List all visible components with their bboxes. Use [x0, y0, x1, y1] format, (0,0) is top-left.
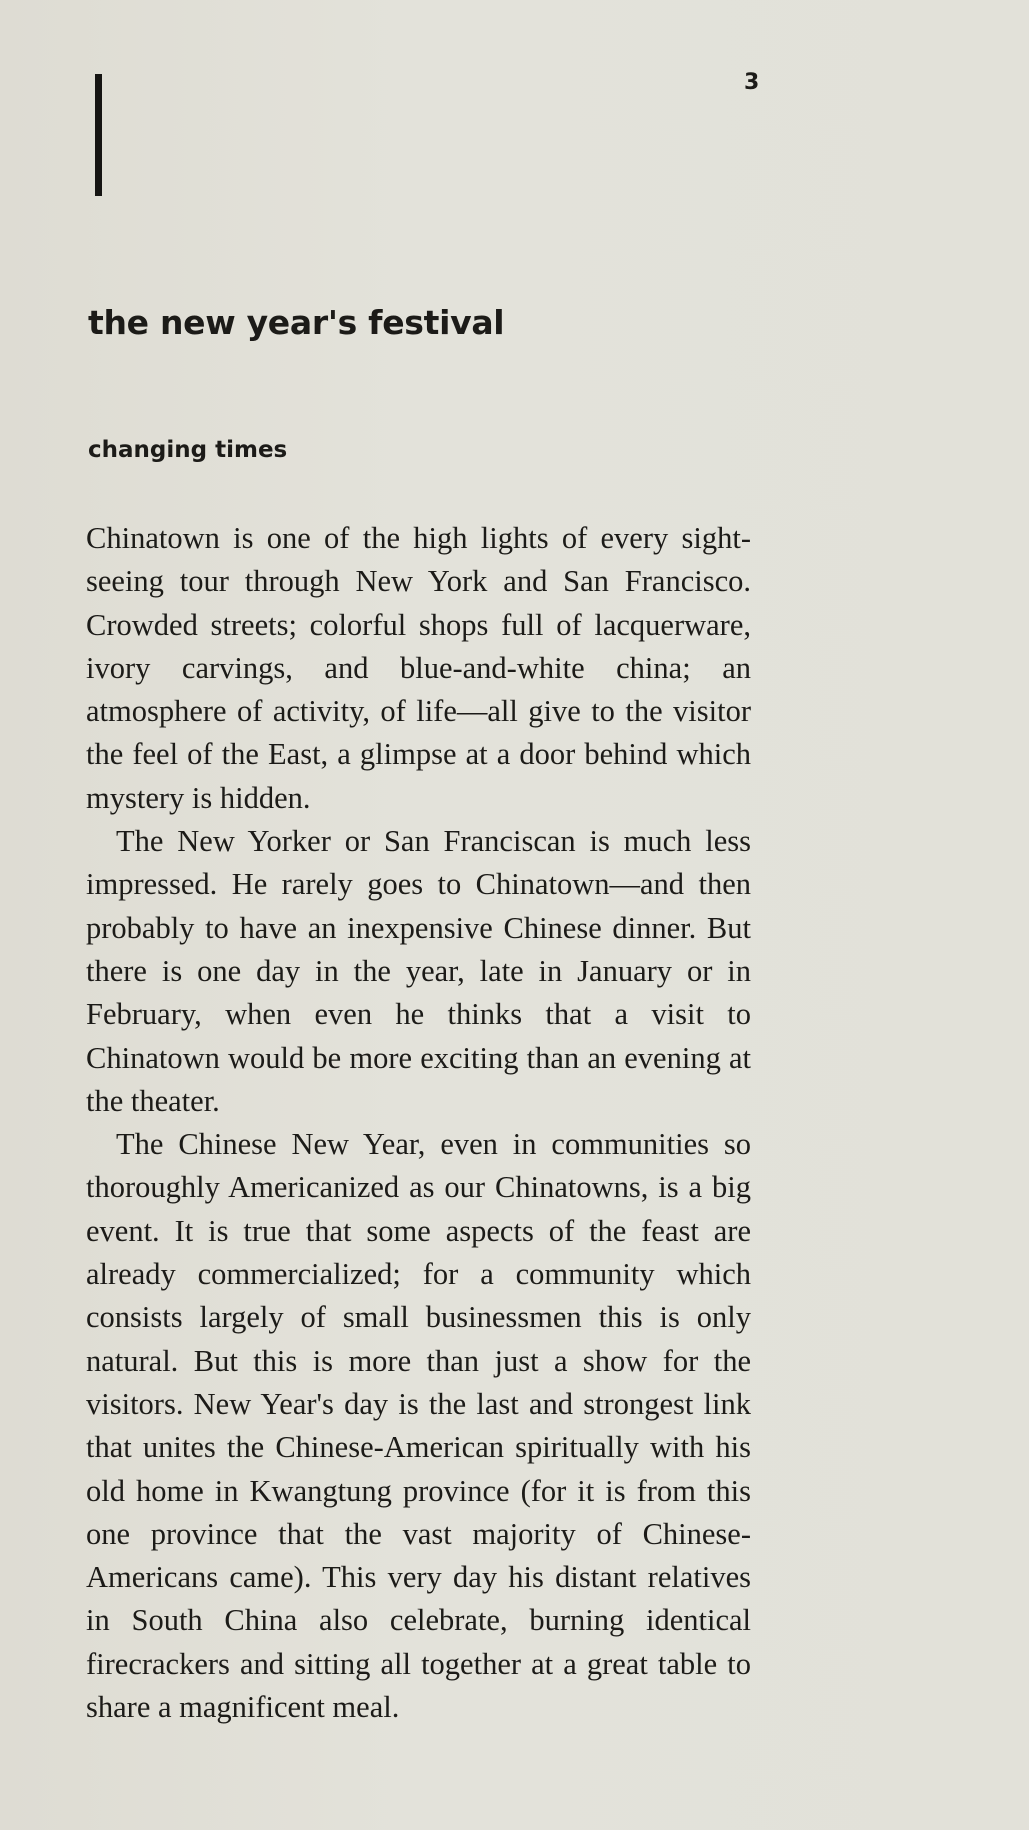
paragraph: The Chinese New Year, even in communities so thoroughly Americanized as our Chinatowns, is a big event. It is true that some aspects of the feast are already commercialized; for a community which consists largely of small businessmen this is only natural. But this is more than just a show for the visitors. New Year's day is the last and strongest link that unites the Chinese-American spiritually with his old home in Kwangtung province (for it is from this one province that the vast majority of Chinese-Americans came). This very day his distant relatives in South China also celebrate, burning identical firecrackers and sitting all together at a great table to share a magnificent meal. — [86, 1127, 751, 1725]
paragraph: The New Yorker or San Franciscan is much less impressed. He rarely goes to Chinatown—and then probably to have an inexpensive Chinese dinner. But there is one day in the year, late in January or in February, when even he thinks that a visit to Chinatown would be more exciting than an evening at the theater. — [86, 824, 751, 1118]
chapter-title: the new year's festival — [88, 303, 505, 342]
paragraph: Chinatown is one of the high lights of every sight-seeing tour through New York and San Francisco. Crowded streets; colorful shops full of lacquerware, ivory carvings, and blue-and-white china; an atmosphere of activity, of life—all give to the visitor the feel of the East, a glimpse at a door behind which mystery is hidden. — [86, 521, 751, 815]
body-text — [86, 517, 751, 1729]
chapter-marker-bar — [95, 74, 102, 196]
page-number: 3 — [744, 70, 760, 95]
section-title: changing times — [88, 437, 288, 463]
